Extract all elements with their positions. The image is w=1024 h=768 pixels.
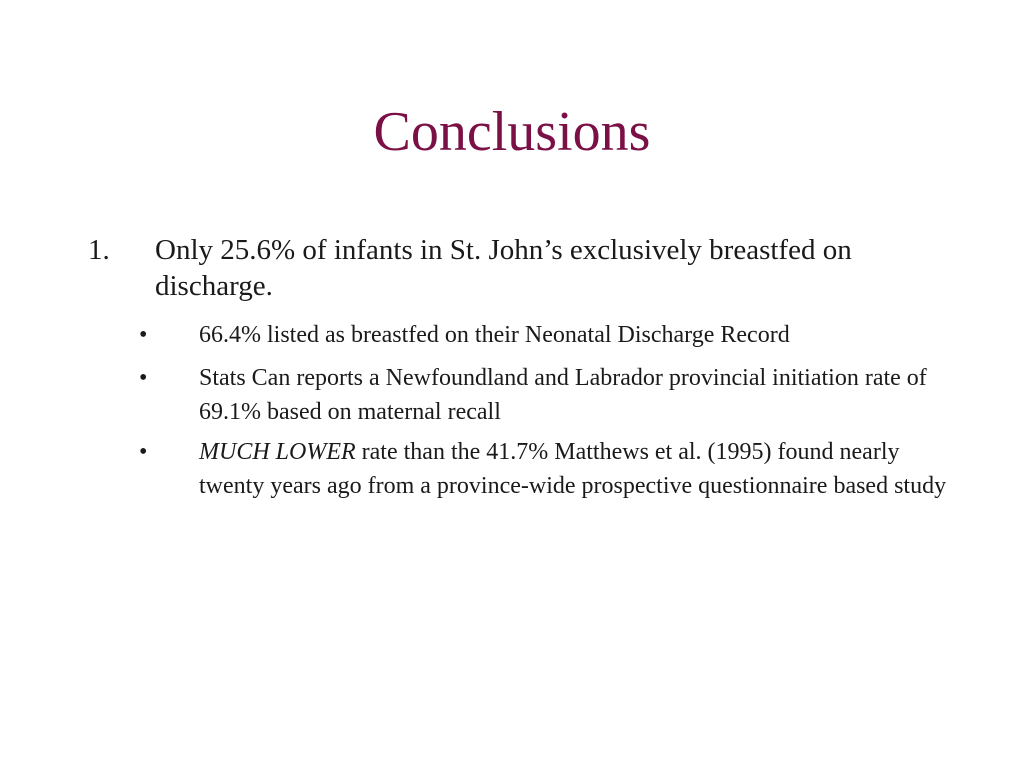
bullet-marker: •: [139, 365, 148, 391]
bullet-item-1: [139, 318, 949, 352]
emphasis-text: MUCH LOWER: [199, 439, 356, 465]
item-text: Only 25.6% of infants in St. John’s exclusively breastfed on discharge.: [155, 234, 852, 302]
bullet-text: Stats Can reports a Newfoundland and Labrador provincial initiation rate of 69.1% based on maternal recall: [199, 365, 927, 425]
slide-title: Conclusions: [373, 101, 651, 163]
numbered-item-1: [88, 232, 918, 304]
bullet-marker: •: [139, 322, 148, 348]
bullet-text: 66.4% listed as breastfed on their Neonatal Discharge Record: [199, 322, 790, 348]
bullet-text-with-emphasis: [199, 435, 949, 503]
bullet-item-3: [139, 435, 949, 503]
bullet-item-2: [139, 361, 949, 429]
item-number: 1.: [88, 234, 110, 266]
bullet-marker: •: [139, 439, 148, 465]
bullet-text-rest: rate than the 41.7% Matthews et al. (1995) found nearly twenty years ago from a province-wide prospective questionnaire based study: [199, 439, 947, 499]
